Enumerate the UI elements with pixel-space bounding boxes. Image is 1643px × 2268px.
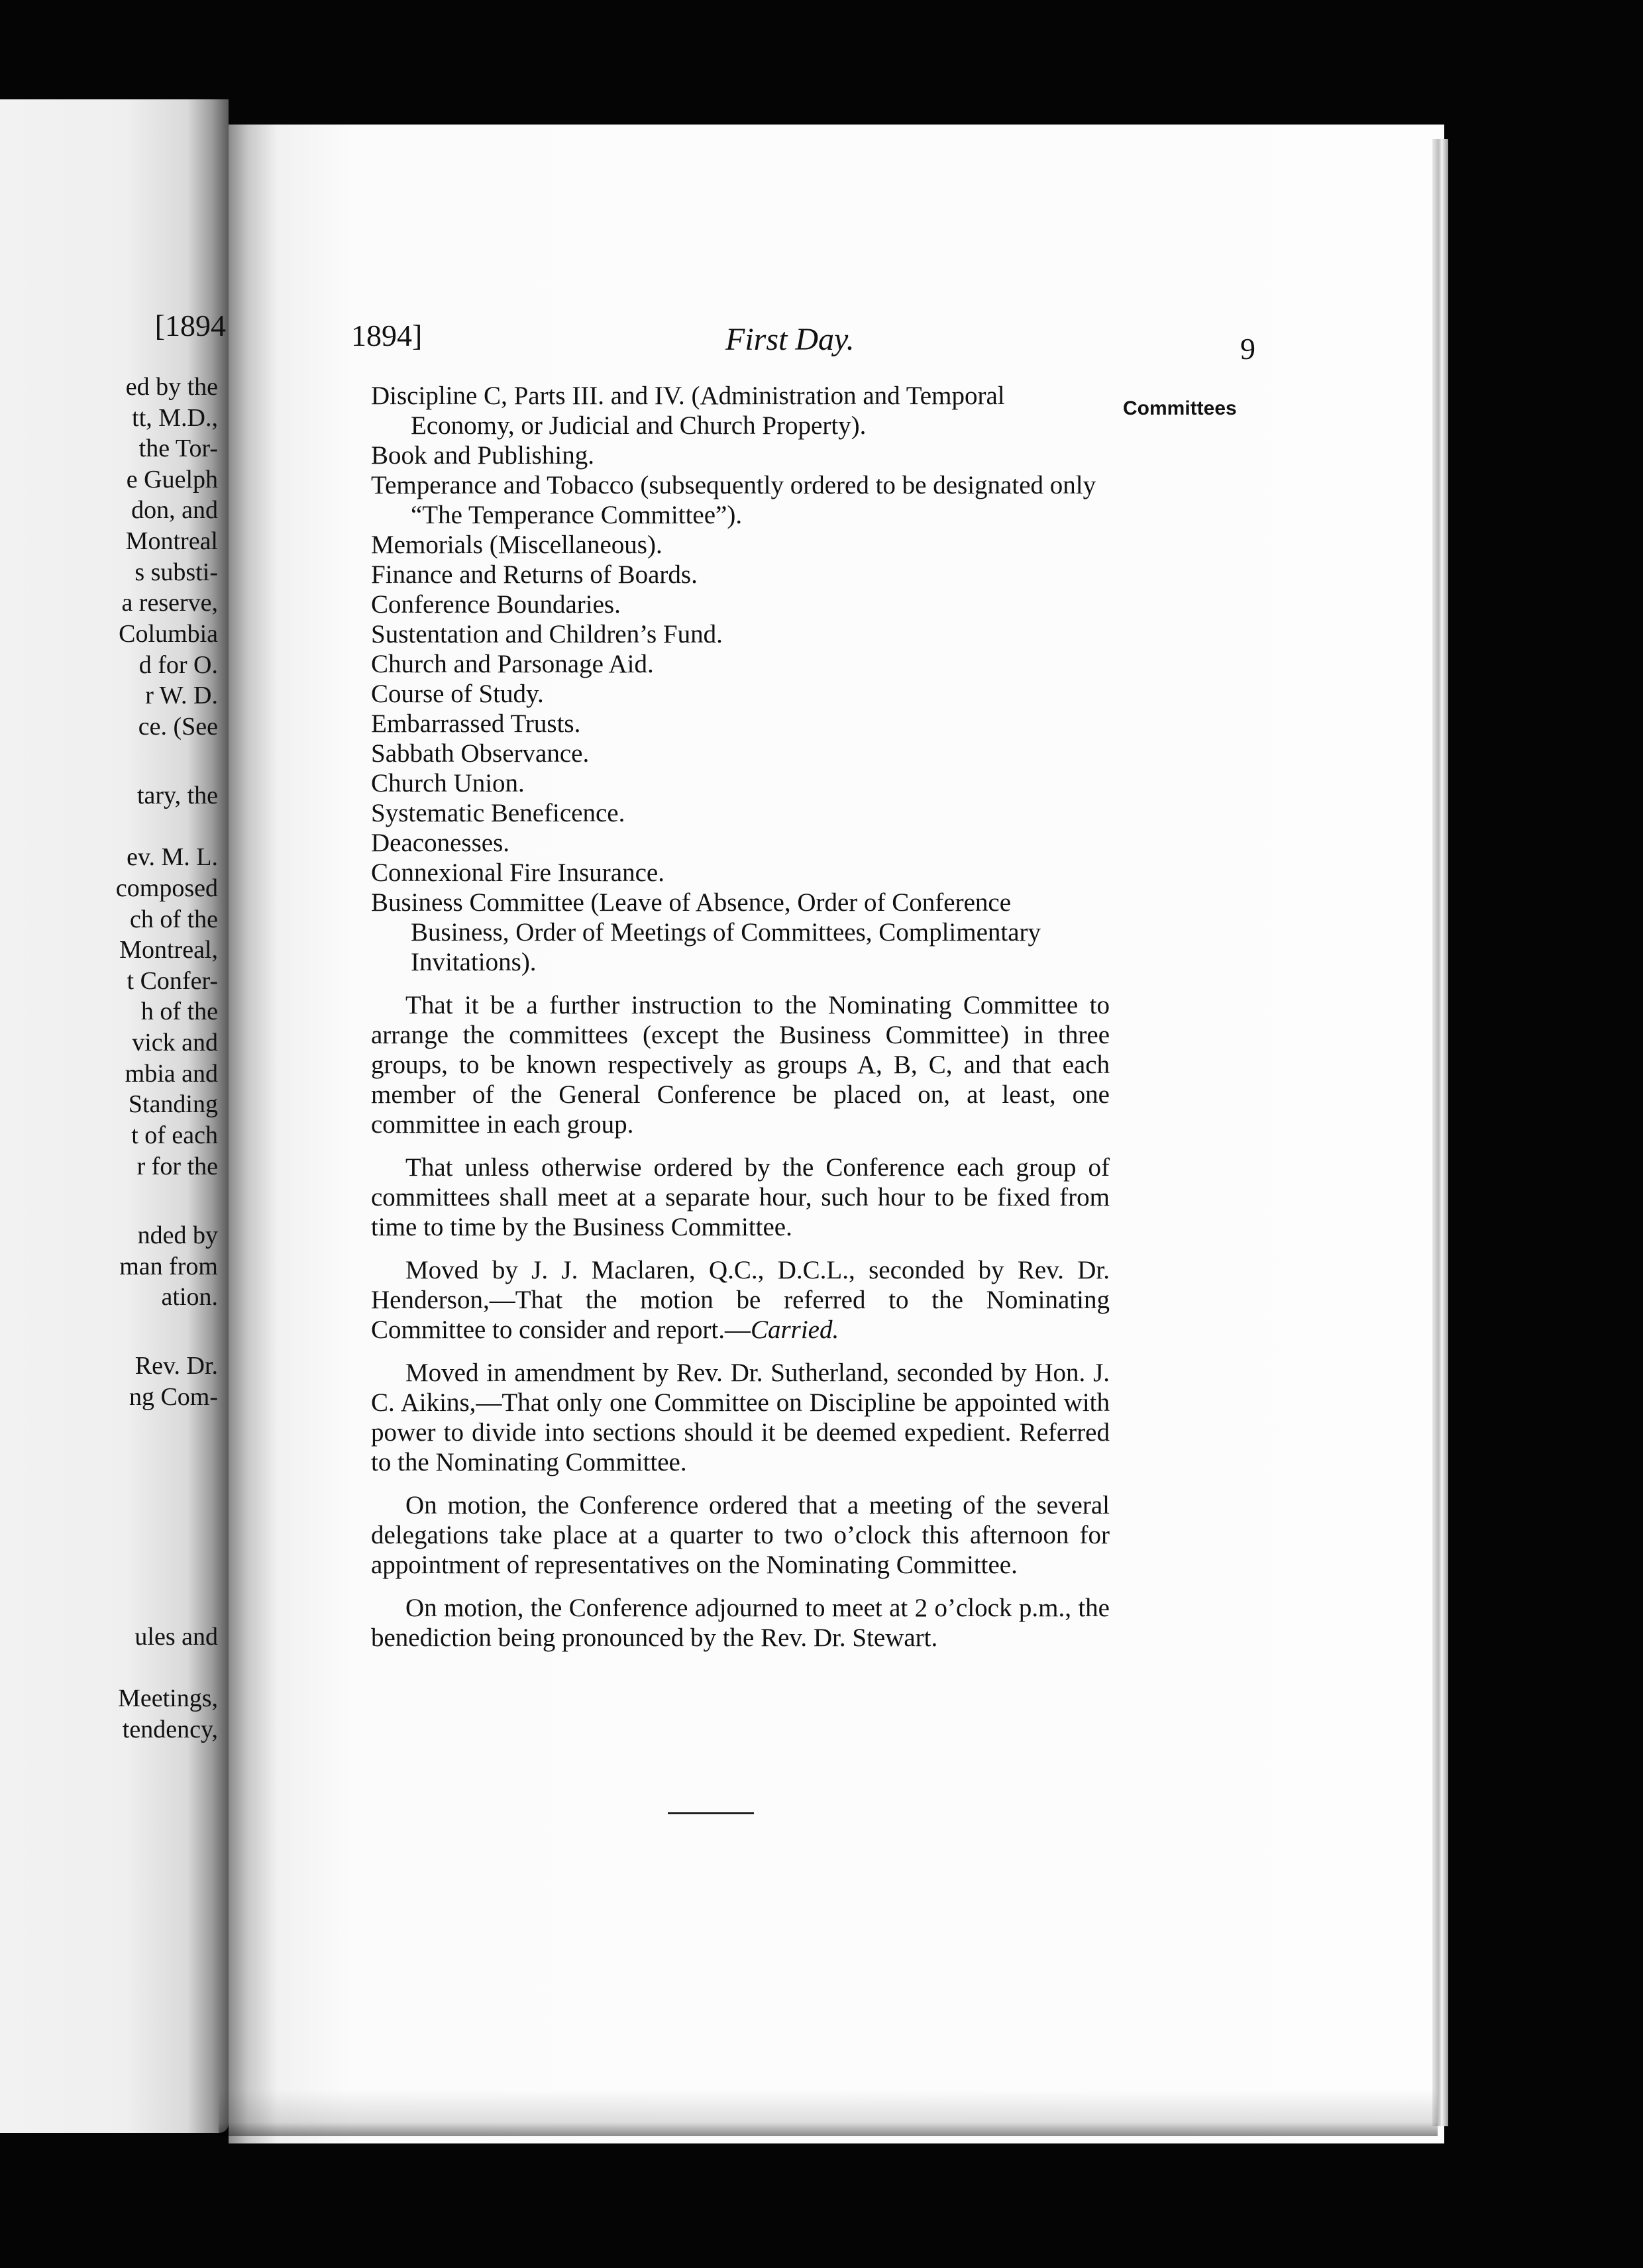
- paragraph-meeting-hours: That unless otherwise ordered by the Conference each group of committees shall meet at a separate hour, such hour to be fixed from time to time by the Business Committee.: [371, 1153, 1110, 1241]
- running-header-title: First Day.: [725, 322, 855, 357]
- left-page-line: ation.: [161, 1283, 218, 1311]
- left-page-line: Meetings,: [118, 1684, 218, 1712]
- left-page-line: a reserve,: [121, 589, 218, 617]
- committee-list: [371, 381, 1110, 977]
- left-page-line: nded by: [137, 1221, 218, 1249]
- left-page-line: ules and: [134, 1623, 218, 1651]
- motion-result: Carried.: [750, 1315, 839, 1344]
- left-page-header: [1894: [154, 309, 226, 342]
- committee-item: Connexional Fire Insurance.: [371, 858, 664, 887]
- left-page-line: Montreal: [125, 527, 218, 555]
- committee-item: Sustentation and Children’s Fund.: [371, 620, 723, 648]
- committee-item: Memorials (Miscellaneous).: [371, 531, 662, 559]
- page-shadow: [219, 2090, 1438, 2136]
- committee-item: Sabbath Observance.: [371, 739, 590, 768]
- paragraph-adjournment: On motion, the Conference adjourned to meet at 2 o’clock p.m., the benediction being pronounced by the Rev. Dr. Stewart.: [371, 1594, 1110, 1652]
- paragraph-motion-maclaren: [371, 1255, 1110, 1345]
- committee-item: Conference Boundaries.: [371, 590, 621, 619]
- committee-item: Business Committee (Leave of Absence, Order of Conference Business, Order of Meetings of Committees, Complimentary Invitations).: [371, 888, 1041, 976]
- running-header-year: 1894]: [351, 319, 423, 352]
- committee-item: Embarrassed Trusts.: [371, 709, 581, 738]
- left-page-line: e Guelph: [126, 466, 218, 493]
- committee-item: Deaconesses.: [371, 829, 509, 857]
- left-page-line: r W. D.: [145, 682, 218, 709]
- left-page-line: Standing: [128, 1090, 218, 1118]
- page-number: 9: [1240, 332, 1255, 366]
- left-page-line: man from: [119, 1253, 218, 1280]
- text-column: [371, 381, 1110, 1653]
- left-page-line: don, and: [131, 496, 218, 524]
- left-page-line: ed by the: [125, 373, 218, 401]
- left-page-line: tt, M.D.,: [132, 404, 218, 432]
- motion-text: Moved by J. J. Maclaren, Q.C., D.C.L., seconded by Rev. Dr. Henderson,—That the motion be referred to the Nominating Committee to consider and report.—: [371, 1256, 1110, 1344]
- left-page-line: ce. (See: [138, 713, 218, 741]
- left-page-line: d for O.: [138, 651, 218, 679]
- left-page-line: ng Com-: [129, 1383, 218, 1411]
- left-page-line: t Confer-: [127, 967, 218, 995]
- left-page-line: s substi-: [134, 558, 218, 586]
- left-page-line: Montreal,: [119, 936, 218, 964]
- paragraph-instruction: That it be a further instruction to the Nominating Committee to arrange the committees (except the Business Committee) in three groups, to be known respectively as groups A, B, C, and that each member of the General Conference be placed on, at least, one committee in each group.: [371, 991, 1110, 1139]
- left-page: [0, 99, 229, 2133]
- committee-item: Finance and Returns of Boards.: [371, 560, 698, 589]
- committee-item: Church and Parsonage Aid.: [371, 650, 654, 678]
- left-page-line: Columbia: [119, 620, 218, 648]
- paragraph-delegations: On motion, the Conference ordered that a meeting of the several delegations take place at a quarter to two o’clock this afternoon for appointment of representatives on the Nominating Committee.: [371, 1491, 1110, 1579]
- committee-item: Book and Publishing.: [371, 441, 594, 470]
- paragraph-amendment: Moved in amendment by Rev. Dr. Sutherland, seconded by Hon. J. C. Aikins,—That only one Committee on Discipline be appointed with power to divide into sections should it be deemed expedient. Referred to the Nominating Committee.: [371, 1359, 1110, 1476]
- committee-item: Temperance and Tobacco (subsequently ordered to be designated only “The Temperance Committee”).: [371, 471, 1096, 529]
- left-page-line: t of each: [131, 1121, 218, 1149]
- committee-item: Church Union.: [371, 769, 525, 798]
- committee-item: Systematic Beneficence.: [371, 799, 625, 827]
- left-page-line: tary, the: [136, 782, 218, 809]
- body-paragraphs: [371, 990, 1110, 1653]
- section-rule: [668, 1812, 754, 1814]
- left-page-line: ev. M. L.: [127, 843, 218, 871]
- left-page-line: the Tor-: [138, 435, 218, 462]
- left-page-line: h of the: [140, 998, 218, 1025]
- left-page-line: composed: [115, 874, 218, 902]
- marginal-note: Committees: [1123, 397, 1237, 419]
- committee-item: Course of Study.: [371, 680, 544, 708]
- page-edge: [1432, 139, 1448, 2126]
- left-page-line: r for the: [136, 1153, 218, 1180]
- left-page-line: ch of the: [130, 905, 218, 933]
- left-page-line: tendency,: [122, 1716, 218, 1743]
- left-page-line: vick and: [132, 1029, 218, 1057]
- left-page-line: mbia and: [125, 1060, 218, 1088]
- committee-item: Discipline C, Parts III. and IV. (Administration and Temporal Economy, or Judicial and Church Property).: [371, 382, 1005, 440]
- left-page-line: Rev. Dr.: [134, 1352, 218, 1380]
